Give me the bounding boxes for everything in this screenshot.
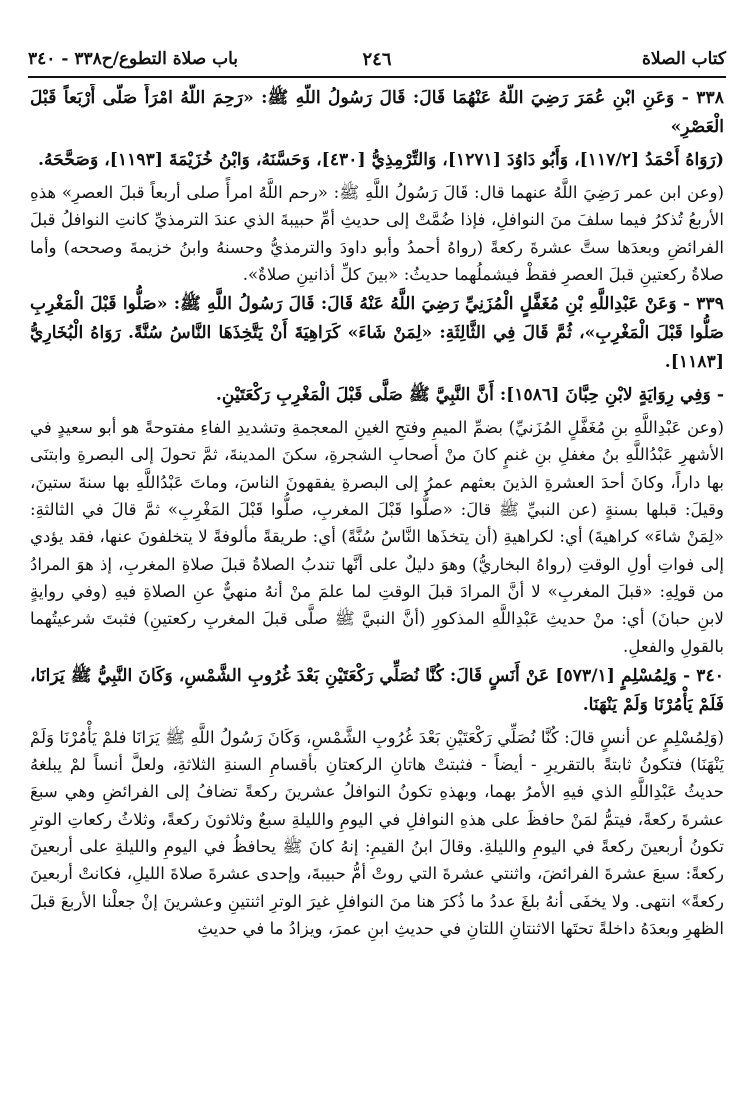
page-body [30,84,724,1106]
commentary-338: (وعن ابن عمر رَضِيَ اللَّهُ عنهما قال: قَالَ رَسُولُ اللَّهِ ﷺ: «رحم اللَّهُ امرأً صلى أربعاً قبلَ العصرِ» هذهِ الأربعُ تُذكرُ فيما سلفَ منَ النوافلِ، فإذا ضُمَّتْ إلى حديثِ أمِّ حبيبةَ الذي عندَ الترمذيِّ كانتِ النوافلُ قبلَ الفرائضِ وبعدَها ستَّ عشرةَ ركعةً (رواهُ أحمدُ وأبو داودَ والترمذيُّ وحسنهُ وابنُ خزيمةَ وصححه) وأما صلاةُ ركعتينِ قبلَ العصرِ فقطْ فيشملُهما حديثُ: «بينَ كلِّ أذانينِ صلاةٌ». [30,183,724,284]
chapter-title: كتاب الصلاة [641,49,726,69]
header-rule [28,76,726,78]
page-header [28,44,726,74]
hadith-339-text: ٣٣٩ - وَعَنْ عَبْدِاللَّهِ بْنِ مُغَفَّلٍ الْمُزَنِيِّ رَضِيَ اللَّهُ عَنْهُ قَالَ: قَالَ رَسُولُ اللَّهِ ﷺ: «صَلُّوا قَبْلَ الْمَغْرِبِ صَلُّوا قَبْلَ الْمَغْرِبِ»، ثُمَّ قَالَ فِي الثَّالِثَةِ: «لِمَنْ شَاءَ» كَرَاهِيَةَ أَنْ يَتَّخِذَهَا النَّاسُ سُنَّةً. رَوَاهُ الْبُخَارِيُّ [١١٨٣]. [30,294,724,373]
hadith-340-text: ٣٤٠ - وَلِمُسْلِمٍ [٥٧٣/١] عَنْ أَنَسٍ قَالَ: كُنَّا نُصَلِّي رَكْعَتَيْنِ بَعْدَ غُرُوبِ الشَّمْسِ، وَكَانَ النَّبِيُّ ﷺ يَرَانَا، فَلَمْ يَأْمُرْنَا وَلَمْ يَنْهَنَا. [30,665,724,715]
hadith-338-source: (رَوَاهُ أَحْمَدُ [١١٧/٢]، وَأَبُو دَاوُدَ [١٢٧١]، وَالتِّرْمِذِيُّ [٤٣٠]، وَحَسَّنَهُ، وَابْنُ خُزَيْمَةَ [١١٩٣]، وَصَحَّحَهُ. [37,150,724,170]
section-title: باب صلاة التطوع/ح٣٣٨ - ٣٤٠ [28,49,239,69]
hadith-339-variant: - وَفِي رِوَايَةٍ لابْنِ حِبَّانَ [١٥٨٦]: أَنَّ النَّبِيَّ ﷺ صَلَّى قَبْلَ الْمَغْرِبِ رَكْعَتَيْنِ. [215,385,724,406]
commentary-339: (وعن عَبْدِاللَّهِ بنِ مُغَفَّلٍ المُزَنيِّ) بضمِّ الميمِ وفتحِ الغينِ المعجمةِ وتشديدِ الفاءِ مفتوحةً هو أبو سعيدٍ في الأشهرِ عَبْدُاللَّهِ بنُ مغفلِ بنِ غنمٍ كانَ منْ أصحابِ الشجرةِ، سكنَ المدينةَ، ثمَّ تحولَ إلى البصرةِ وابتنَى بها داراً، وكانَ أحدَ العشرةِ الذينَ بعثهم عمرُ إلى البصرةِ يفقهونَ الناسَ، وماتَ عَبْدُاللَّهِ بها سنةَ ستينَ، وقيلَ: قبلها بسنةٍ (عن النبيِّ ﷺ قالَ: «صلُّوا قَبْلَ المغربِ، صلُّوا قَبْلَ المَغْرِبِ» ثمَّ قالَ في الثالثةِ: «لِمَنْ شاءَ» كراهيةَ) أي: لكراهيةِ (أن يتخذَها النَّاسُ سُنَّةً) أي: طريقةً مألوفةً لا يتخلفونَ عنها، فقد يؤدي إلى فواتِ أولِ الوقتِ (رواهُ البخاريُّ) وهوَ دليلٌ على أنَّها تندبُ الصلاةُ قبلَ صلاةِ المغربِ، إذ هوَ المرادُ من قولِهِ: «قبلَ المغربِ» لا أنَّ المرادَ قبلَ الوقتِ لما علمَ منْ أنهُ منهيٌّ عنِ الصلاةِ فيهِ (وفي روايةٍ لابنِ حبانَ) أي: منْ حديثِ عَبْدِاللَّهِ المذكورِ (أنَّ النبيَّ ﷺ صلَّى قبلَ المغربِ ركعتينِ) فثبتَ شرعيتُهما بالقولِ والفعلِ. [30,418,724,656]
hadith-338-text: ٣٣٨ - وَعَنِ ابْنِ عُمَرَ رَضِيَ اللَّهُ عَنْهُمَا قَالَ: قَالَ رَسُولُ اللَّهِ ﷺ: «رَحِمَ اللَّهُ امْرَأً صَلَّى أَرْبَعاً قَبْلَ الْعَصْرِ» [30,88,724,137]
commentary-340: (وَلِمُسْلِمٍ عن أنسٍ قالَ: كُنَّا نُصَلِّي رَكْعَتَيْنِ بَعْدَ غُرُوبِ الشَّمْسِ، وَكَانَ رَسُولُ اللَّهِ ﷺ يَرَانَا فلمْ يَأْمُرْنَا وَلَمْ يَنْهَنَا) فتكونُ ثابتةً بالتقريرِ - أيضاً - فثبتتْ هاتانِ الركعتانِ بأقسامِ السنةِ الثلاثةِ، ولعلَّ أنساً لمْ يبلغهُ حديثُ عَبْدِاللَّهِ الذي فيهِ الأمرُ بهما، وبهذهِ تكونُ النوافلُ عشرينَ ركعةً تضافُ إلى الفرائضِ وهي سبعَ عشرةَ ركعةً، فيتمُّ لمَنْ حافظَ على هذهِ النوافلِ في اليومِ والليلةِ سبعٌ وثلاثونَ ركعةً، وثلاثُ ركعاتِ الوترِ تكونُ أربعينَ ركعةً في اليومِ والليلةِ. وقالَ ابنُ القيمِ: إنهُ كانَ ﷺ يحافظُ في اليومِ والليلةِ على أربعينَ ركعةً: سبعَ عشرةَ الفرائضَ، واثنتي عشرةَ التي روتْ أمُّ حبيبةَ، وإحدى عشرةَ صلاةَ الليلِ، فكانتْ أربعينَ ركعةً» انتهى. ولا يخفَى أنهُ بلغَ عددُ ما ذُكرَ هنا منَ النوافلِ غيرَ الوترِ اثنتينِ وعشرينَ إنْ جعلْنا الأربعَ قبلَ الظهرِ وبعدَهُ داخلةً تحتَها الاثنتانِ اللتانِ في حديثِ ابنِ عمرَ، ويزادُ ما في حديثِ [30,727,724,938]
page-number: ٢٤٦ [362,48,392,70]
